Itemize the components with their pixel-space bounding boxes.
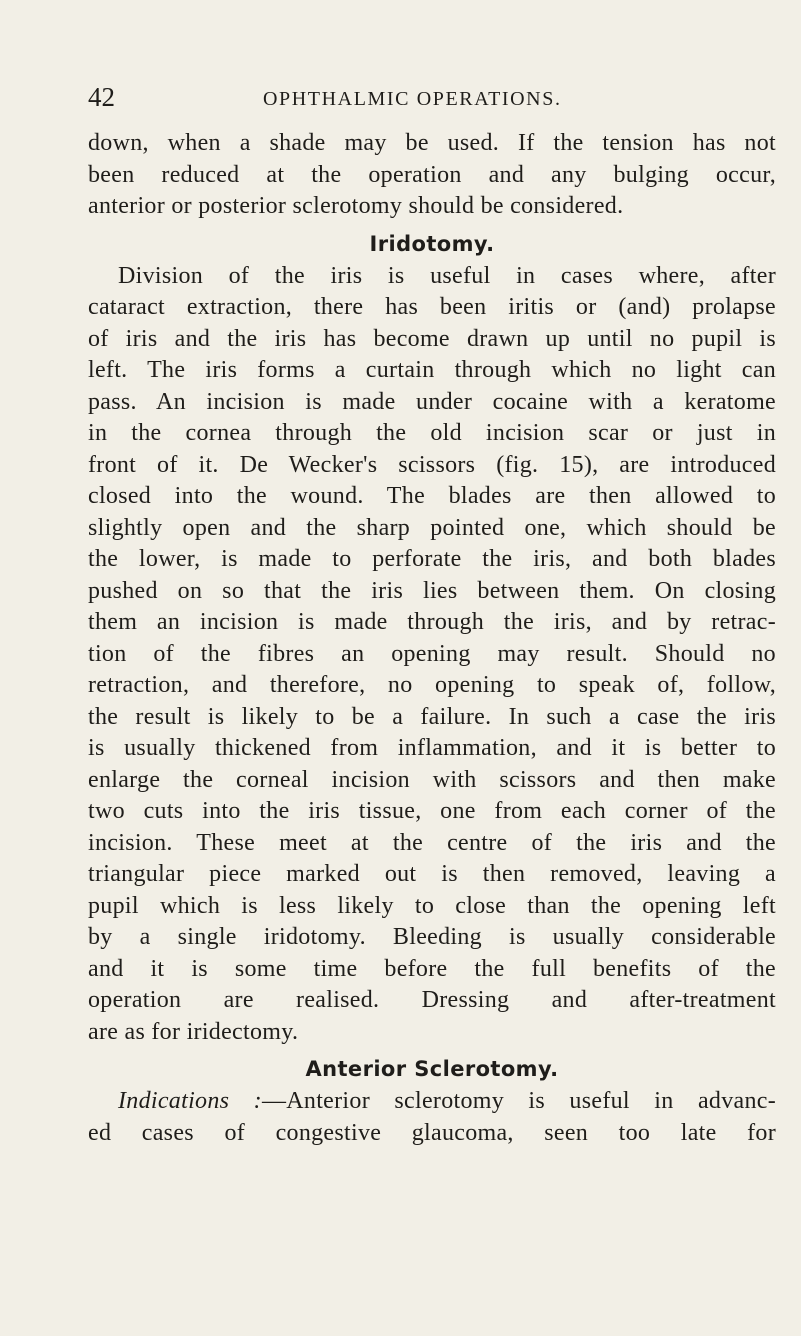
text-line: are as for iridectomy. xyxy=(88,1018,299,1045)
indications-text: —Anterior sclerotomy is useful in advanc- xyxy=(261,1088,776,1114)
running-title: OPHTHALMIC OPERATIONS. xyxy=(263,88,562,110)
text-line: slightly open and the sharp pointed one, which should be xyxy=(88,514,776,541)
text-line: cataract extraction, there has been iritis or (and) prolapse xyxy=(88,294,776,320)
text-line: and it is some time before the full benefits of the xyxy=(88,955,776,982)
text-line: closed into the wound. The blades are then allowed to xyxy=(88,483,776,509)
text-line: them an incision is made through the iris, and by retrac- xyxy=(88,609,776,635)
text-line: anterior or posterior sclerotomy should be considered. xyxy=(88,193,624,219)
iridotomy-paragraph xyxy=(88,261,776,1049)
text-line: in the cornea through the old incision scar or just in xyxy=(88,420,776,446)
sclerotomy-paragraph xyxy=(88,1086,776,1149)
section-heading-anterior-sclerotomy: Anterior Sclerotomy. xyxy=(305,1057,559,1081)
text-line: of iris and the iris has become drawn up until no pupil is xyxy=(88,325,776,352)
running-head xyxy=(88,82,776,122)
section-heading-iridotomy: Iridotomy. xyxy=(369,231,495,256)
indications-label: Indications : xyxy=(118,1088,262,1114)
text-line: ed cases of congestive glaucoma, seen too late for xyxy=(88,1119,776,1146)
text-line: been reduced at the operation and any bulging occur, xyxy=(88,161,776,188)
intro-paragraph xyxy=(88,128,776,223)
text-line: the result is likely to be a failure. In such a case the iris xyxy=(88,703,776,730)
text-line: left. The iris forms a curtain through which no light can xyxy=(88,357,776,383)
text-line: retraction, and therefore, no opening to speak of, follow, xyxy=(88,672,776,698)
text-line: down, when a shade may be used. If the tension has not xyxy=(88,130,776,156)
book-page xyxy=(88,82,776,1149)
text-line: front of it. De Wecker's scissors (fig. 15), are introduced xyxy=(88,451,776,478)
text-line: the lower, is made to perforate the iris, and both blades xyxy=(88,546,776,572)
text-line: by a single iridotomy. Bleeding is usually considerable xyxy=(88,924,776,950)
text-line: triangular piece marked out is then removed, leaving a xyxy=(88,861,776,887)
text-line: tion of the fibres an opening may result. Should no xyxy=(88,640,776,667)
text-line: is usually thickened from inflammation, and it is better to xyxy=(88,735,776,761)
text-line: pushed on so that the iris lies between them. On closing xyxy=(88,577,776,604)
text-line: pass. An incision is made under cocaine with a keratome xyxy=(88,388,776,415)
text-line: incision. These meet at the centre of the iris and the xyxy=(88,829,776,856)
text-line: operation are realised. Dressing and after-treatment xyxy=(88,987,776,1013)
text-line: enlarge the corneal incision with scissors and then make xyxy=(88,766,776,793)
page-number: 42 xyxy=(88,82,115,112)
text-line xyxy=(88,1086,776,1118)
text-line: two cuts into the iris tissue, one from each corner of the xyxy=(88,798,776,824)
text-line: pupil which is less likely to close than the opening left xyxy=(88,892,776,919)
text-line: Division of the iris is useful in cases where, after xyxy=(118,262,776,289)
